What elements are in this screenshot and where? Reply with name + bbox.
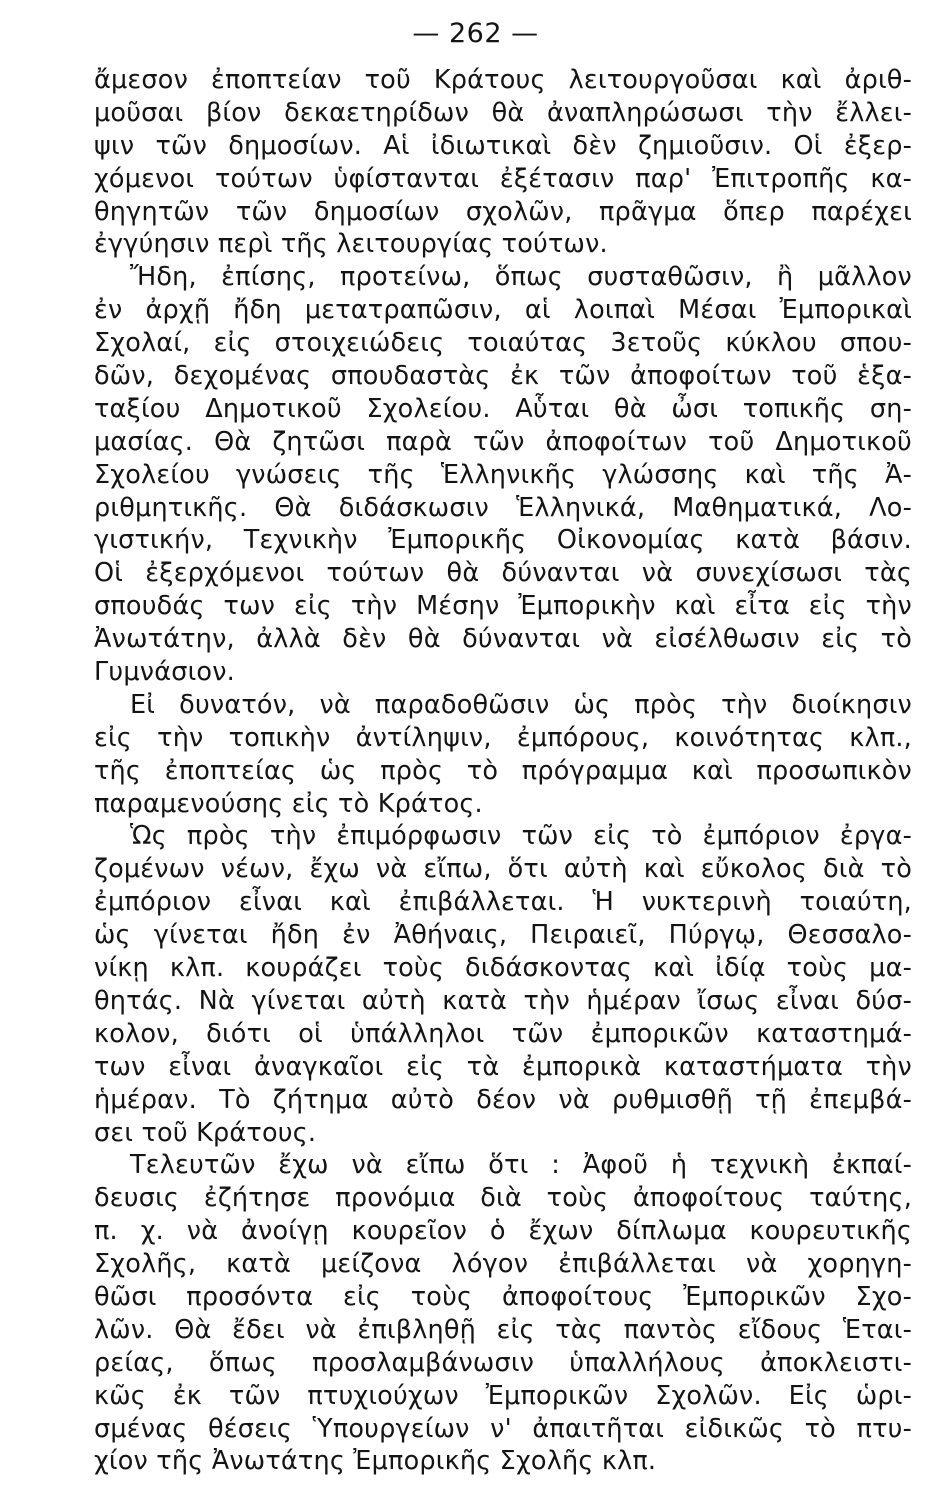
text-line: ἡμέραν. Τὸ ζήτημα αὐτὸ δέον νὰ ρυθμισθῇ τῇ ἐπεμβά-: [94, 1084, 912, 1115]
body-text: [94, 64, 912, 1478]
text-line: χόμενοι τούτων ὑφίστανται ἐξέτασιν παρ' Ἐπιτροπῆς κα-: [94, 163, 912, 194]
text-line: ἐμπόριον εἶναι καὶ ἐπιβάλλεται. Ἡ νυκτερινὴ τοιαύτη,: [94, 887, 912, 918]
text-line: Σχολῆς, κατὰ μείζονα λόγον ἐπιβάλλεται νὰ χορηγη-: [94, 1249, 912, 1280]
text-line: σει τοῦ Κράτους.: [94, 1117, 317, 1148]
text-line: σπουδάς των εἰς τὴν Μέσην Ἐμπορικὴν καὶ εἶτα εἰς τὴν: [94, 591, 912, 622]
text-line: Οἱ ἐξερχόμενοι τούτων θὰ δύνανται νὰ συνεχίσωσι τὰς: [94, 558, 912, 589]
text-line: π. χ. νὰ ἀνοίγῃ κουρεῖον ὁ ἔχων δίπλωμα κουρευτικῆς: [94, 1216, 912, 1247]
text-line: Ἤδη, ἐπίσης, προτείνω, ὅπως συσταθῶσιν, ἢ μᾶλλον: [130, 262, 912, 293]
text-line: ρείας, ὅπως προσλαμβάνωσιν ὑπαλλήλους ἀποκλειστι-: [94, 1347, 912, 1378]
text-line: λῶν. Θὰ ἔδει νὰ ἐπιβληθῇ εἰς τὰς παντὸς εἴδους Ἑται-: [94, 1314, 912, 1345]
text-line: Ὡς πρὸς τὴν ἐπιμόρφωσιν τῶν εἰς τὸ ἐμπόριον ἐργα-: [130, 821, 912, 852]
text-line: θηγητῶν τῶν δημοσίων σχολῶν, πρᾶγμα ὅπερ παρέχει: [94, 196, 912, 227]
text-line: ὡς γίνεται ἤδη ἐν Ἀθήναις, Πειραιεῖ, Πύργῳ, Θεσσαλο-: [94, 920, 912, 951]
text-line: ριθμητικῆς. Θὰ διδάσκωσιν Ἑλληνικά, Μαθηματικά, Λο-: [94, 492, 912, 523]
text-line: ἄμεσον ἐποπτείαν τοῦ Κράτους λειτουργοῦσαι καὶ ἀριθ-: [94, 65, 912, 95]
text-line: θῶσι προσόντα εἰς τοὺς ἀποφοίτους Ἐμπορικῶν Σχο-: [94, 1281, 912, 1312]
text-line: νίκῃ κλπ. κουράζει τοὺς διδάσκοντας καὶ ἰδίᾳ τοὺς μα-: [94, 953, 912, 984]
text-line: σμένας θέσεις Ὑπουργείων ν' ἀπαιτῆται εἰδικῶς τὸ πτυ-: [94, 1413, 912, 1444]
text-line: τῆς ἐποπτείας ὡς πρὸς τὸ πρόγραμμα καὶ προσωπικὸν: [94, 755, 912, 786]
text-line: δῶν, δεχομένας σπουδαστὰς ἐκ τῶν ἀποφοίτων τοῦ ἑξα-: [94, 361, 912, 392]
text-line: κολον, διότι οἱ ὑπάλληλοι τῶν ἐμπορικῶν καταστημά-: [94, 1018, 912, 1049]
text-line: των εἶναι ἀναγκαῖοι εἰς τὰ ἐμπορικὰ καταστήματα τὴν: [94, 1051, 912, 1082]
text-line: γιστικήν, Τεχνικὴν Ἐμπορικῆς Οἰκονομίας κατὰ βάσιν.: [94, 525, 912, 556]
text-line: ταξίου Δημοτικοῦ Σχολείου. Αὗται θὰ ὦσι τοπικῆς ση-: [94, 393, 912, 424]
text-line: Σχολαί, εἰς στοιχειώδεις τοιαύτας 3ετοῦς κύκλου σπου-: [94, 328, 912, 359]
text-line: κῶς ἐκ τῶν πτυχιούχων Ἐμπορικῶν Σχολῶν. Εἰς ὡρι-: [94, 1380, 912, 1411]
text-line: ζομένων νέων, ἔχω νὰ εἴπω, ὅτι αὐτὴ καὶ εὔκολος διὰ τὸ: [94, 854, 912, 885]
text-line: εἰς τὴν τοπικὴν ἀντίληψιν, ἐμπόρους, κοινότητας κλπ.,: [94, 722, 912, 753]
text-line: θητάς. Νὰ γίνεται αὐτὴ κατὰ τὴν ἡμέραν ἴσως εἶναι δύσ-: [94, 985, 912, 1016]
text-line: Σχολείου γνώσεις τῆς Ἑλληνικῆς γλώσσης καὶ τῆς Ἀ-: [94, 459, 912, 490]
text-line: Ἀνωτάτην, ἀλλὰ δὲν θὰ δύνανται νὰ εἰσέλθωσιν εἰς τὸ: [94, 624, 912, 655]
text-line: Τελευτῶν ἔχω νὰ εἴπω ὅτι : Ἀφοῦ ἡ τεχνικὴ ἐκπαί-: [130, 1150, 912, 1181]
text-line: μοῦσαι βίον δεκαετηρίδων θὰ ἀναπληρώσωσι τὴν ἔλλει-: [94, 97, 912, 128]
text-line: χίον τῆς Ἀνωτάτης Ἐμπορικῆς Σχολῆς κλπ.: [94, 1446, 657, 1477]
text-line: ἐγγύησιν περὶ τῆς λειτουργίας τούτων.: [94, 229, 608, 260]
text-line: ψιν τῶν δημοσίων. Αἱ ἰδιωτικαὶ δὲν ζημιοῦσιν. Οἱ ἐξερ-: [94, 130, 912, 161]
text-line: δευσις ἐζήτησε προνόμια διὰ τοὺς ἀποφοίτους ταύτης,: [94, 1183, 912, 1214]
text-line: μασίας. Θὰ ζητῶσι παρὰ τῶν ἀποφοίτων τοῦ Δημοτικοῦ: [94, 426, 912, 457]
text-line: Εἰ δυνατόν, νὰ παραδοθῶσιν ὡς πρὸς τὴν διοίκησιν: [130, 689, 912, 720]
text-line: ἐν ἀρχῇ ἤδη μετατραπῶσιν, αἱ λοιπαὶ Μέσαι Ἐμπορικαὶ: [94, 295, 912, 326]
text-line: παραμενούσης εἰς τὸ Κράτος.: [94, 788, 483, 819]
text-line: Γυμνάσιον.: [94, 657, 235, 688]
page-number: — 262 —: [412, 18, 539, 49]
